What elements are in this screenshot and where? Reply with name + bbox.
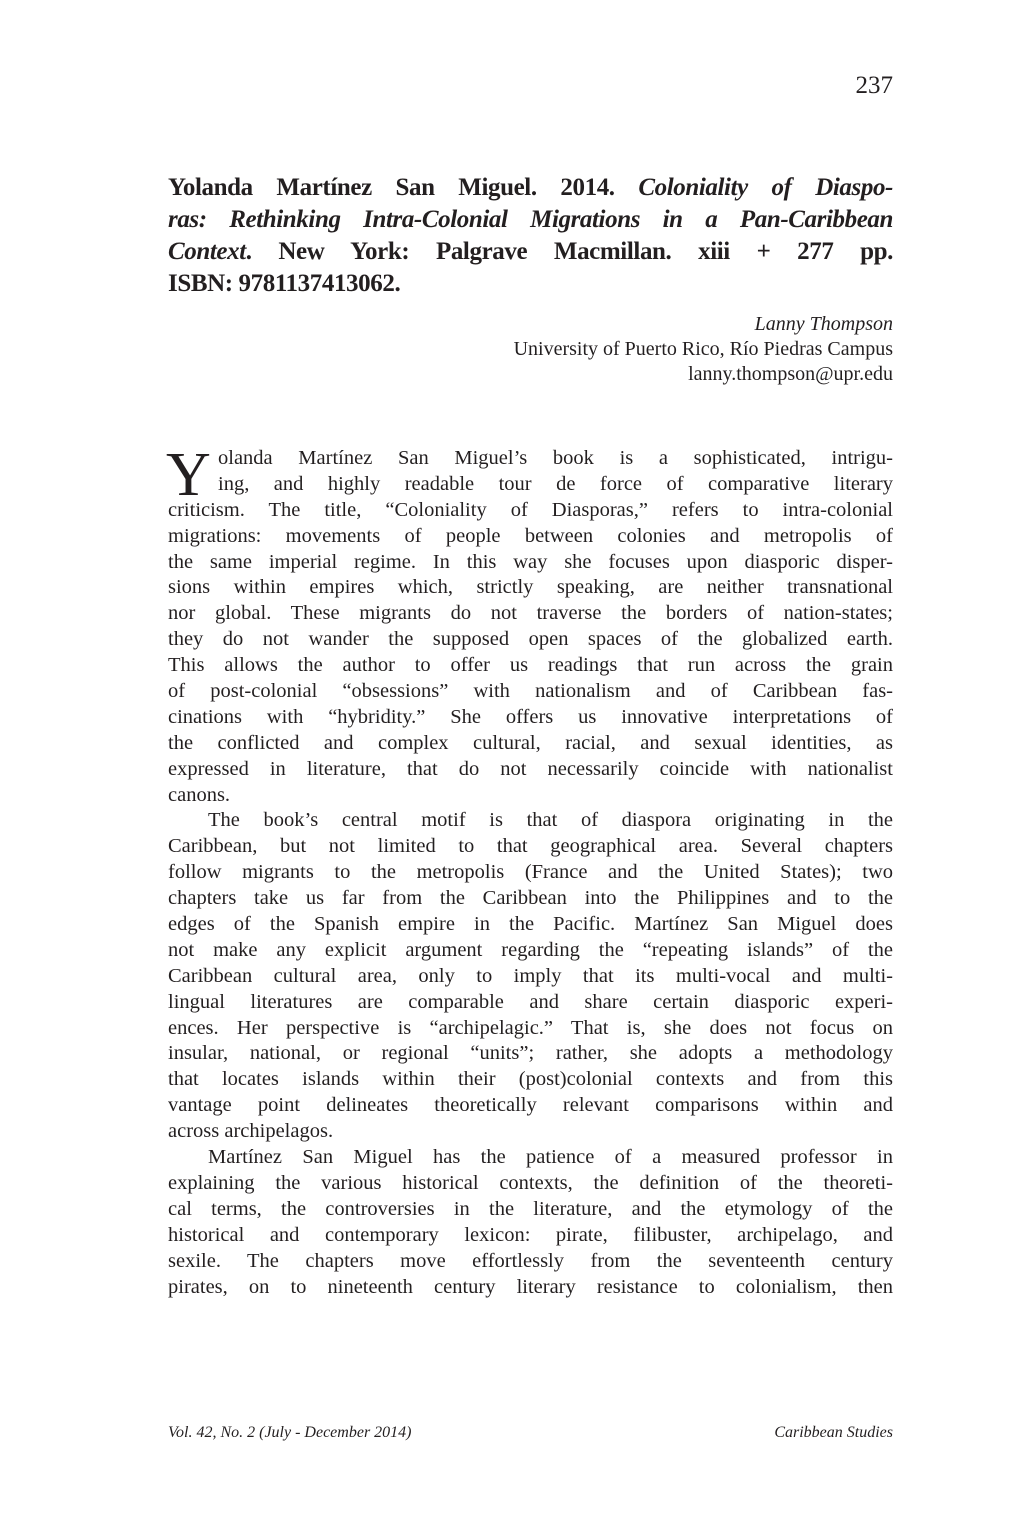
- body-line: olanda Martínez San Miguel’s book is a sophisticated, intrigu-: [218, 447, 893, 469]
- body-line: edges of the Spanish empire in the Pacific. Martínez San Miguel does: [168, 913, 893, 936]
- body-line: lingual literatures are comparable and share certain diasporic experi-: [168, 990, 893, 1013]
- body-line: sexile. The chapters move effortlessly from the seventeenth century: [168, 1249, 893, 1272]
- body-line: expressed in literature, that do not necessarily coincide with nationalist: [168, 757, 893, 780]
- author-affiliation: University of Puerto Rico, Río Piedras Campus: [513, 338, 893, 360]
- drop-cap: Y: [166, 441, 211, 509]
- heading-line: [168, 268, 893, 300]
- body-line: Caribbean, but not limited to that geographical area. Several chapters: [168, 835, 893, 858]
- body-line: This allows the author to offer us readings that run across the grain: [168, 654, 893, 677]
- body-line: ing, and highly readable tour de force of comparative literary: [218, 472, 893, 495]
- citation-text: . New York: Palgrave Macmillan. xiii + 277 pp.: [245, 238, 893, 265]
- body-line: not make any explicit argument regarding the “repeating islands” of the: [168, 938, 893, 961]
- body-line: explaining the various historical contexts, the definition of the theoreti-: [168, 1171, 893, 1194]
- book-title-text: ras: Rethinking Intra-Colonial Migrations in a Pan-Caribbean: [168, 206, 893, 233]
- page-number: 237: [855, 72, 893, 99]
- heading-line: [168, 172, 893, 204]
- book-title-text: Context: [168, 238, 246, 265]
- body-line: Caribbean cultural area, only to imply that its multi-vocal and multi-: [168, 964, 893, 987]
- body-line: canons.: [168, 783, 231, 806]
- body-line: pirates, on to nineteenth century literary resistance to colonialism, then: [168, 1275, 893, 1298]
- body-line: vantage point delineates theoretically relevant comparisons within and: [168, 1094, 893, 1117]
- body-line: the same imperial regime. In this way she focuses upon diasporic disper-: [168, 550, 893, 573]
- body-line: historical and contemporary lexicon: pirate, filibuster, archipelago, and: [168, 1223, 893, 1246]
- footer-issue: Vol. 42, No. 2 (July - December 2014): [168, 1424, 412, 1441]
- body-line: The book’s central motif is that of diaspora originating in the: [208, 809, 893, 832]
- body-line: across archipelagos.: [168, 1120, 334, 1143]
- author-name: Lanny Thompson: [754, 313, 893, 335]
- author-block: [514, 312, 893, 387]
- body-line: of post-colonial “obsessions” with nationalism and of Caribbean fas-: [168, 680, 893, 703]
- body-line: the conflicted and complex cultural, racial, and sexual identities, as: [168, 731, 893, 754]
- body-line: insular, national, or regional “units”; rather, she adopts a methodology: [168, 1042, 893, 1065]
- body-line: chapters take us far from the Caribbean into the Philippines and to the: [168, 887, 893, 910]
- heading-line: [168, 204, 893, 236]
- body-line: Martínez San Miguel has the patience of a measured professor in: [208, 1146, 893, 1169]
- body-line: sions within empires which, strictly speaking, are neither transnational: [168, 576, 893, 599]
- citation-text: Yolanda Martínez San Miguel. 2014.: [168, 174, 639, 201]
- author-email: lanny.thompson@upr.edu: [688, 363, 893, 385]
- body-line: they do not wander the supposed open spaces of the globalized earth.: [168, 628, 893, 651]
- page-footer: [168, 1424, 893, 1442]
- body-line: that locates islands within their (post)colonial contexts and from this: [168, 1068, 893, 1091]
- body-line: cinations with “hybridity.” She offers us innovative interpretations of: [168, 705, 893, 728]
- body-line: migrations: movements of people between colonies and metropolis of: [168, 524, 893, 547]
- body-line: criticism. The title, “Coloniality of Diasporas,” refers to intra-colonial: [168, 498, 893, 521]
- footer-journal: Caribbean Studies: [774, 1424, 893, 1441]
- body-line: ences. Her perspective is “archipelagic.” That is, she does not focus on: [168, 1016, 893, 1039]
- review-body: [166, 441, 893, 1300]
- body-line: nor global. These migrants do not traverse the borders of nation-states;: [168, 602, 893, 625]
- body-line: cal terms, the controversies in the literature, and the etymology of the: [168, 1197, 893, 1220]
- body-line: follow migrants to the metropolis (France and the United States); two: [168, 861, 893, 884]
- book-title-text: Coloniality of Diaspo-: [638, 174, 893, 201]
- review-heading: [168, 172, 893, 300]
- heading-line: [168, 236, 893, 268]
- citation-text: ISBN: 9781137413062.: [168, 270, 401, 297]
